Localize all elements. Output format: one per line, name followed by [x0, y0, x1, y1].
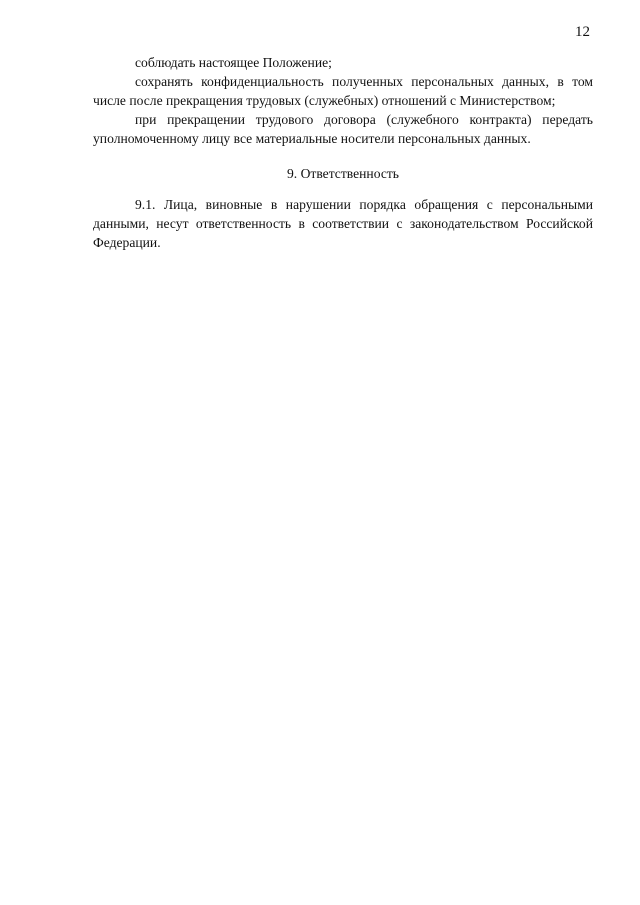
- paragraph: при прекращении трудового договора (служебного контракта) передать уполномоченному лицу все материальные носители персональных данных.: [93, 112, 593, 146]
- paragraph: сохранять конфиденциальность полученных персональных данных, в том числе после прекращения трудовых (служебных) отношений с Министерством;: [93, 74, 593, 108]
- paragraph: 9.1. Лица, виновные в нарушении порядка обращения с персональными данными, несут ответственность в соответствии с законодательством Российской Федерации.: [93, 197, 593, 250]
- document-body: [93, 53, 593, 252]
- page-number: 12: [575, 24, 590, 40]
- paragraph: соблюдать настоящее Положение;: [135, 55, 332, 70]
- section-title: 9. Ответственность: [286, 166, 400, 181]
